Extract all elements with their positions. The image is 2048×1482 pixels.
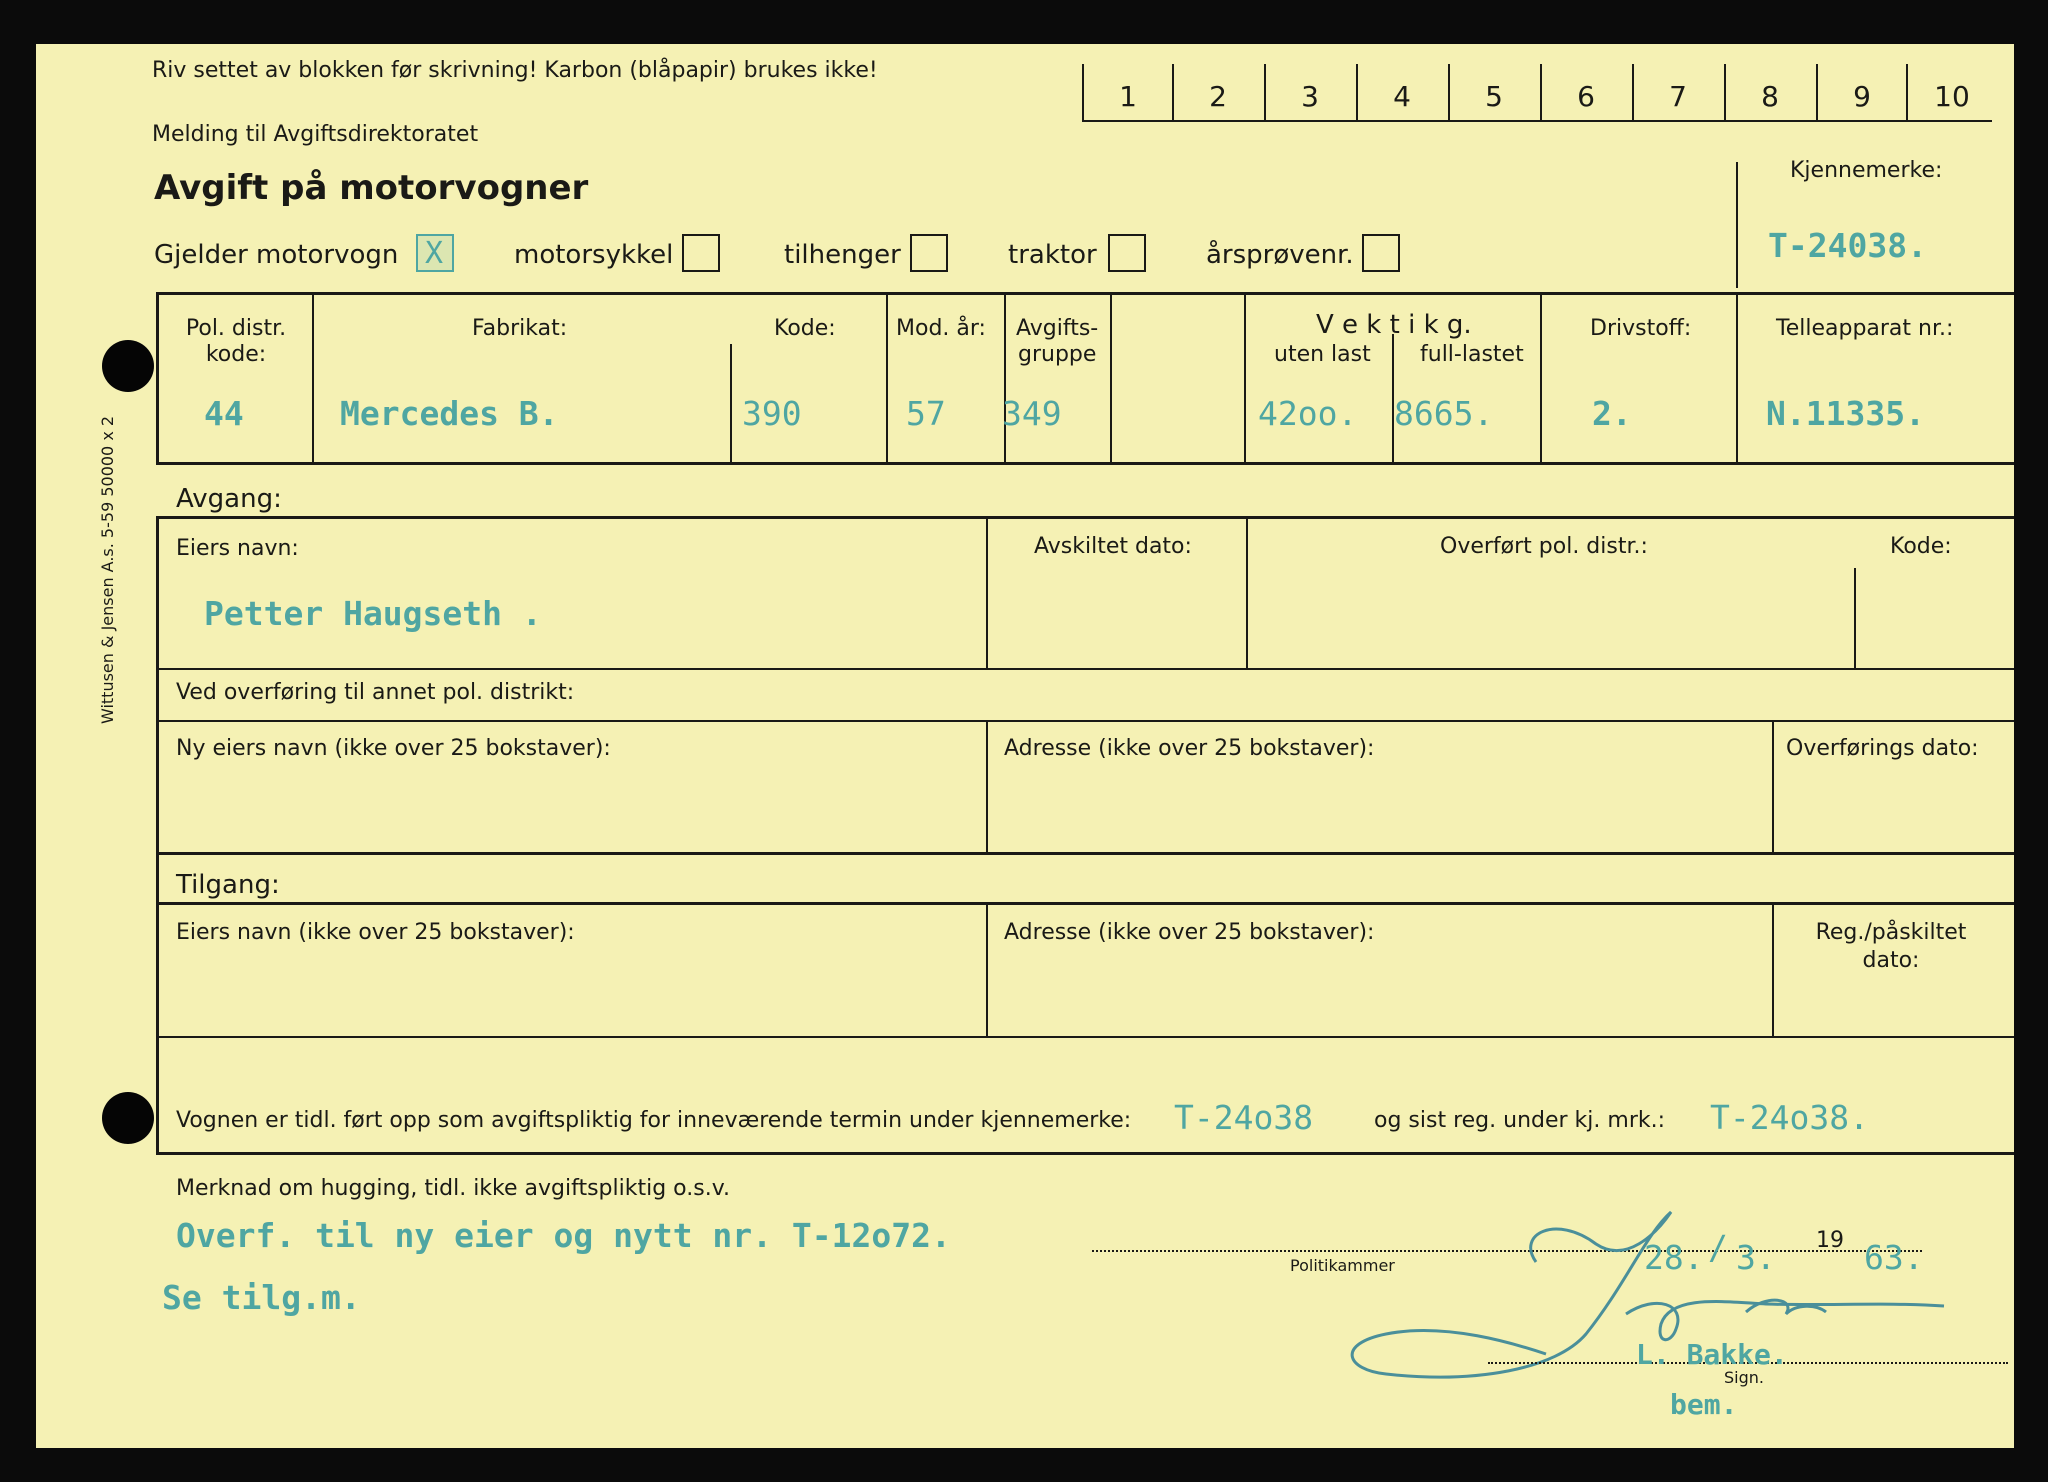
drivstoff-value: 2.	[1592, 394, 1632, 433]
uten-last-label: uten last	[1274, 342, 1371, 367]
full-lastet-label: full-lastet	[1420, 342, 1524, 367]
ny-adresse-label: Adresse (ikke over 25 bokstaver):	[1004, 736, 1375, 761]
arsprovenr-checkbox[interactable]	[1362, 234, 1400, 272]
motorsykkel-checkbox[interactable]	[682, 234, 720, 272]
eiers-navn-label: Eiers navn:	[176, 536, 299, 561]
vekt-label: V e k t i k g.	[1316, 310, 1472, 340]
ved-overforing-label: Ved overføring til annet pol. distrikt:	[176, 680, 575, 705]
politikammer-label: Politikammer	[1290, 1256, 1395, 1275]
pol-distr-value: 44	[204, 394, 244, 433]
strip-number-5: 5	[1485, 80, 1503, 113]
recipient-text: Melding til Avgiftsdirektoratet	[152, 122, 479, 147]
motorvogn-check-mark: X	[425, 236, 444, 271]
drivstoff-label: Drivstoff:	[1590, 316, 1692, 341]
kjennemerke-value: T-24038.	[1768, 226, 1927, 265]
previous-kj-mrk-value: T-24o38.	[1710, 1098, 1869, 1137]
date-year: 63.	[1864, 1238, 1924, 1277]
tilhenger-label: tilhenger	[784, 240, 901, 270]
punch-hole-top	[102, 340, 154, 392]
bem-text: bem.	[1670, 1388, 1738, 1421]
ny-eiers-navn-label: Ny eiers navn (ikke over 25 bokstaver):	[176, 736, 611, 761]
merknad-line-2: Se tilg.m.	[162, 1278, 361, 1317]
printer-imprint: Wittusen & Jensen A.s. 5-59 50000 x 2	[98, 415, 117, 724]
date-slash: /	[1708, 1228, 1728, 1267]
pol-distr-kode-label: kode:	[205, 342, 267, 367]
avgifts-value: 349	[1002, 394, 1062, 433]
telleapparat-value: N.11335.	[1766, 394, 1925, 433]
mod-ar-label: Mod. år:	[896, 316, 986, 341]
kjennemerke-label: Kjennemerke:	[1790, 158, 1943, 183]
motorvogn-checkbox[interactable]	[416, 234, 454, 272]
strip-number-8: 8	[1761, 80, 1779, 113]
date-month: 3.	[1736, 1238, 1776, 1277]
kode-label: Kode:	[774, 316, 836, 341]
fabrikat-value: Mercedes B.	[340, 394, 559, 433]
motorvogn-label: Gjelder motorvogn	[154, 240, 399, 270]
previous-kjennemerke-value: T-24o38	[1174, 1098, 1314, 1137]
motorsykkel-label: motorsykkel	[514, 240, 674, 270]
previous-text-2: og sist reg. under kj. mrk.:	[1374, 1108, 1666, 1133]
tilgang-eiers-navn-label: Eiers navn (ikke over 25 bokstaver):	[176, 920, 575, 945]
tilhenger-checkbox[interactable]	[910, 234, 948, 272]
mod-ar-value: 57	[906, 394, 946, 433]
strip-number-4: 4	[1393, 80, 1411, 113]
full-lastet-value: 8665.	[1394, 394, 1494, 433]
avgang-kode-label: Kode:	[1890, 534, 1952, 559]
strip-number-9: 9	[1853, 80, 1871, 113]
date-day: 28.	[1644, 1238, 1704, 1277]
overforings-dato-label: Overførings dato:	[1786, 736, 1979, 761]
sign-label: Sign.	[1724, 1368, 1764, 1387]
traktor-checkbox[interactable]	[1108, 234, 1146, 272]
strip-number-1: 1	[1119, 80, 1137, 113]
strip-number-10: 10	[1934, 80, 1970, 113]
arsprovenr-label: årsprøvenr.	[1206, 240, 1354, 270]
gruppe-label: gruppe	[1018, 342, 1097, 367]
reg-dato-label: dato:	[1862, 948, 1920, 973]
merknad-line-1: Overf. til ny eier og nytt nr. T-12o72.	[176, 1216, 951, 1255]
date-century: 19	[1816, 1228, 1844, 1253]
signer-name: L. Bakke.	[1636, 1338, 1788, 1371]
strip-number-3: 3	[1301, 80, 1319, 113]
form-title: Avgift på motorvogner	[154, 168, 589, 208]
strip-number-7: 7	[1669, 80, 1687, 113]
avgifts-label: Avgifts-	[1016, 316, 1099, 341]
strip-number-2: 2	[1209, 80, 1227, 113]
avskiltet-dato-label: Avskiltet dato:	[1034, 534, 1192, 559]
tilgang-adresse-label: Adresse (ikke over 25 bokstaver):	[1004, 920, 1375, 945]
previous-text-1: Vognen er tidl. ført opp som avgiftspliktig for inneværende termin under kjennemerke:	[176, 1108, 1132, 1133]
punch-hole-bottom	[102, 1092, 154, 1144]
avgang-heading: Avgang:	[176, 484, 282, 514]
merknad-label: Merknad om hugging, tidl. ikke avgiftspliktig o.s.v.	[176, 1176, 731, 1201]
traktor-label: traktor	[1008, 240, 1097, 270]
uten-last-value: 42oo.	[1258, 394, 1358, 433]
reg-paskiltet-label: Reg./påskiltet	[1815, 920, 1967, 945]
form-card	[36, 44, 2014, 1448]
tilgang-heading: Tilgang:	[176, 870, 280, 900]
overfort-pol-distr-label: Overført pol. distr.:	[1440, 534, 1648, 559]
strip-number-6: 6	[1577, 80, 1595, 113]
kode-value: 390	[742, 394, 802, 433]
instruction-text: Riv settet av blokken før skrivning! Karbon (blåpapir) brukes ikke!	[152, 58, 878, 83]
eiers-navn-value: Petter Haugseth .	[204, 594, 542, 633]
telleapparat-label: Telleapparat nr.:	[1776, 316, 1954, 341]
fabrikat-label: Fabrikat:	[472, 316, 568, 341]
pol-distr-label: Pol. distr.	[185, 316, 287, 341]
